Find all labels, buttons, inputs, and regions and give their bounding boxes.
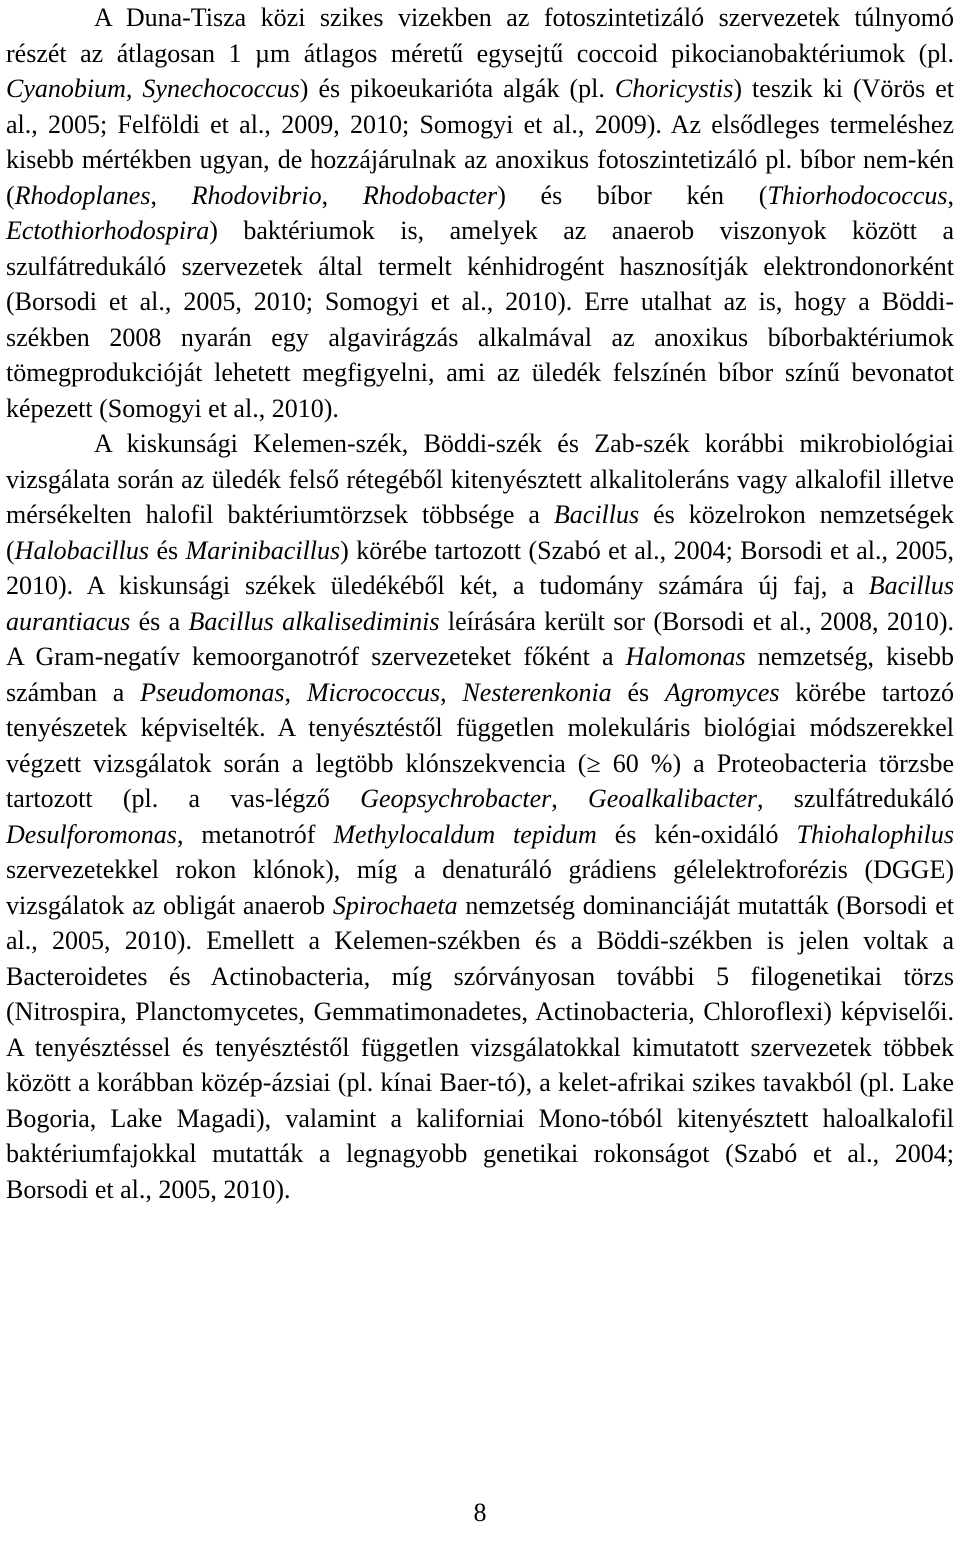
taxon-name: Rhodobacter xyxy=(362,180,498,210)
text-run: , xyxy=(284,677,307,707)
taxon-name: Bacillus alkalisediminis xyxy=(188,606,440,636)
taxon-name: Halomonas xyxy=(625,642,746,671)
text-run: és xyxy=(611,677,665,707)
taxon-name: Halobacillus xyxy=(14,535,150,565)
taxon-name: Nesterenkonia xyxy=(462,677,612,707)
taxon-name: Geoalkalibacter xyxy=(588,784,757,813)
text-run: , xyxy=(440,677,463,707)
text-run: ) teszik ki (Vörös et al., 2005; Felföldi et al., 2009, 2010; Somogyi et al., 2009). Az elsődleges termeléshez kisebb mértékben ugyan, de hozzájárulnak az anoxikus fotoszintetizáló pl. bíbor nem-kén ( xyxy=(6,74,954,210)
paragraph-2 xyxy=(6,426,954,1207)
text-run: nemzetség, kisebb számban a xyxy=(6,642,954,707)
taxon-name: Marinibacillus xyxy=(185,535,341,565)
taxon-name: Micrococcus xyxy=(306,677,441,707)
text-run: , xyxy=(321,180,363,210)
text-run: , xyxy=(947,180,955,210)
taxon-name: Cyanobium, Synechococcus xyxy=(6,74,300,103)
document-page xyxy=(6,0,954,1207)
taxon-name: Pseudomonas xyxy=(140,677,285,707)
text-run: leírására került sor (Borsodi et al., 2008, 2010). A Gram-negatív kemoorganotróf szervezeteket főként a xyxy=(6,606,954,671)
taxon-name: Ectothiorhodospira xyxy=(6,216,210,245)
taxon-name: Methylocaldum tepidum xyxy=(333,819,597,849)
text-run: és kén-oxidáló xyxy=(596,819,797,849)
text-run: és a xyxy=(130,606,189,636)
text-run: , xyxy=(150,180,192,210)
text-run: körébe tartozó tenyészetek képviselték. A tenyésztéstől független molekuláris biológiai módszerekkel végzett vizsgálatok során a legtöbb klónszekvencia (≥ 60 %) a Proteobacteria törzsbe tartozott (pl. a vas-légző xyxy=(6,677,955,813)
page-number: 8 xyxy=(473,1498,487,1527)
text-run: , xyxy=(551,784,589,813)
text-run: és xyxy=(149,535,186,565)
text-run: szervezetekkel rokon klónok), míg a denaturáló grádiens gélelektroforézis (DGGE) vizsgálatok az obligát anaerob xyxy=(6,855,954,920)
taxon-name: Geopsychrobacter xyxy=(360,784,552,813)
text-run: A Duna-Tisza közi szikes vizekben az fotoszintetizáló szervezetek túlnyomó részét az átlagosan 1 µm átlagos méretű egysejtű coccoid pikocianobaktériumok (pl. xyxy=(6,3,954,68)
taxon-name: Desulforomonas xyxy=(6,819,177,849)
paragraph-1 xyxy=(6,0,954,426)
taxon-name: Rhodovibrio xyxy=(191,180,322,210)
text-run: , metanotróf xyxy=(176,819,334,849)
taxon-name: Rhodoplanes xyxy=(14,180,151,210)
taxon-name: Choricystis xyxy=(614,74,734,103)
text-run: ) körébe tartozott (Szabó et al., 2004; Borsodi et al., 2005, 2010). A kiskunsági székek üledékéből két, a tudomány számára új faj, a xyxy=(6,535,954,600)
taxon-name: Agromyces xyxy=(664,677,780,707)
taxon-name: Thiohalophilus xyxy=(796,819,954,849)
text-run: nemzetség dominanciáját mutatták (Borsodi et al., 2005, 2010). Emellett a Kelemen-székben és a Böddi-székben is jelen voltak a Bacteroidetes és Actinobacteria, míg szórványosan további 5 filogenetikai törzs (Nitrospira, Planctomycetes, Gemmatimonadetes, Actinobacteria, Chloroflexi) képviselői. A tenyésztéssel és tenyésztéstől független vizsgálatokkal kimutatott szervezetek többek között a korábban közép-ázsiai (pl. kínai Baer-tó), a kelet-afrikai szikes tavakból (pl. Lake Bogoria, Lake Magadi), valamint a kaliforniai Mono-tóból kitenyésztett haloalkalofil baktériumfajokkal mutatták a legnagyobb genetikai rokonságot (Szabó et al., 2004; Borsodi et al., 2005, 2010). xyxy=(6,890,954,1204)
text-run: ) és bíbor kén ( xyxy=(497,180,768,210)
taxon-name: Thiorhodococcus xyxy=(767,180,948,210)
text-run: ) baktériumok is, amelyek az anaerob viszonyok között a szulfátredukáló szervezetek által termelt kénhidrogént hasznosítják elektrondonorként (Borsodi et al., 2005, 2010; Somogyi et al., 2010). Erre utalhat az is, hogy a Böddi-székben 2008 nyarán egy algavirágzás alkalmával az anoxikus bíborbaktériumok tömegprodukcióját lehetett megfigyelni, ami az üledék felszínén bíbor színű bevonatot képezett (Somogyi et al., 2010). xyxy=(6,216,954,423)
text-run: , szulfátredukáló xyxy=(756,784,954,813)
text-run: ) és pikoeukarióta algák (pl. xyxy=(299,74,615,103)
text-run: és közelrokon nemzetségek ( xyxy=(6,500,954,565)
taxon-name: Bacillus aurantiacus xyxy=(6,571,954,636)
text-run: A kiskunsági Kelemen-szék, Böddi-szék és Zab-szék korábbi mikrobiológiai vizsgálata során az üledék felső rétegéből kitenyésztett alkalitoleráns vagy alkalofil illetve mérsékelten halofil baktériumtörzsek többsége a xyxy=(6,429,954,529)
taxon-name: Spirochaeta xyxy=(332,890,458,920)
taxon-name: Bacillus xyxy=(553,500,640,529)
